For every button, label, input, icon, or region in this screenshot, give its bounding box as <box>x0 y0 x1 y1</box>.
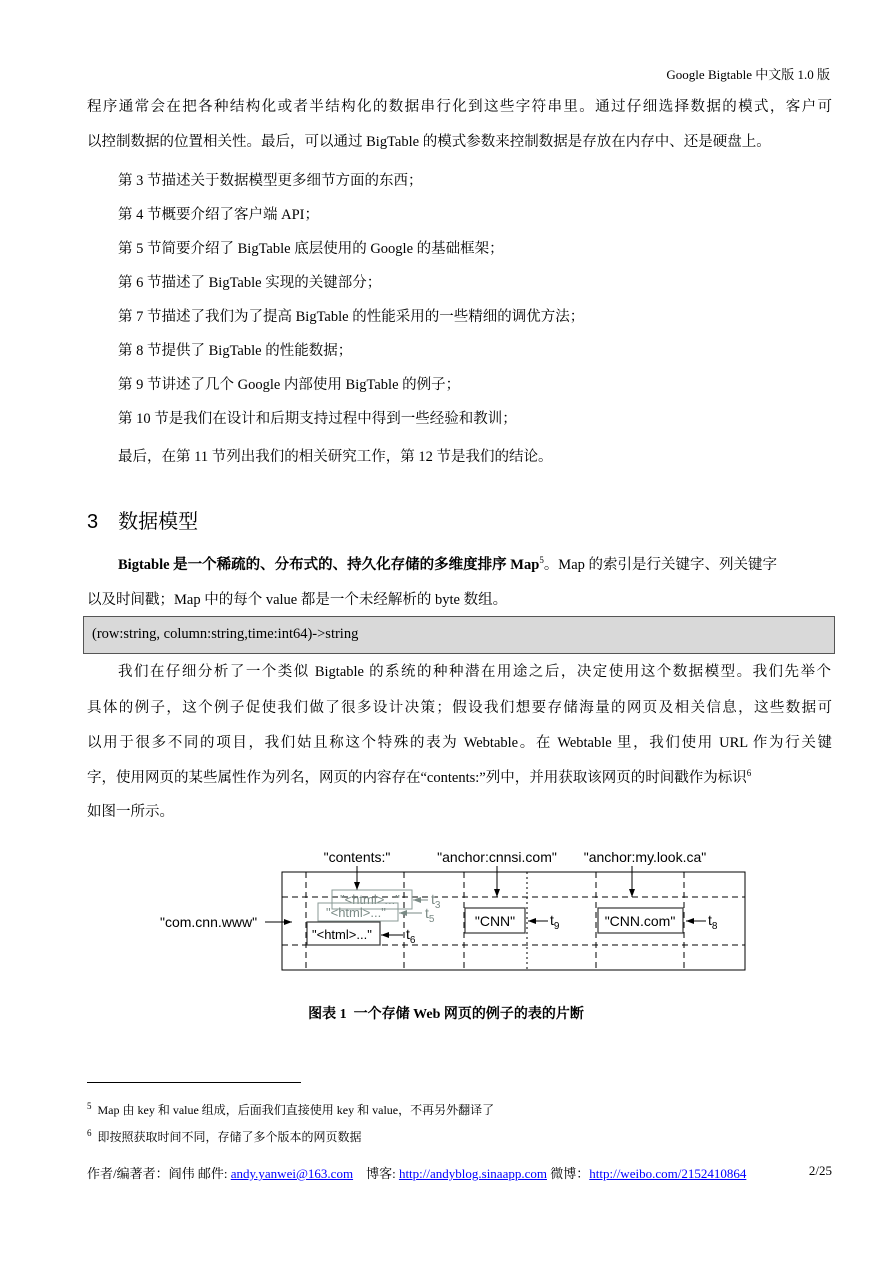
email-link[interactable]: andy.yanwei@163.com <box>230 1166 354 1181</box>
list-item: 第 3 节描述关于数据模型更多细节方面的东西； <box>118 173 423 189</box>
footnote-ref: 5 <box>539 555 544 566</box>
footnote-5: $^5$ Map 由 key 和 value 组成，后面我们直接使用 key 和 value，不再另外翻译了 <box>87 1101 495 1117</box>
paragraph-2-line: 如图一所示。 <box>87 804 174 820</box>
intro-line-2: 以控制数据的位置相关性。最后，可以通过 BigTable 的模式参数来控制数据是存放在内存中、还是硬盘上。 <box>87 134 771 150</box>
list-item: 第 10 节是我们在设计和后期支持过程中得到一些经验和教训； <box>118 411 517 427</box>
section-number: 3 <box>87 511 99 533</box>
column-label-cnnsi: "anchor:cnnsi.com" <box>437 849 557 865</box>
paragraph-2-line: 我们在仔细分析了一个类似 Bigtable 的系统的种种潜在用途之后，决定使用这个数据模型。我们先举个 <box>118 664 831 680</box>
column-label-contents: "contents:" <box>323 849 391 865</box>
footnote-6: $^6$ 即按照获取时间不同，存储了多个版本的网页数据 <box>87 1128 362 1144</box>
list-item: 最后，在第 11 节列出我们的相关研究工作，第 12 节是我们的结论。 <box>118 449 553 465</box>
webtable-figure <box>150 840 750 975</box>
footnote-divider <box>87 1082 301 1083</box>
list-item: 第 4 节概要介绍了客户端 API； <box>118 207 319 223</box>
timestamp-t8: $t_8$ <box>708 912 718 932</box>
text: 字，使用网页的某些属性作为列名，网页的内容存在“contents:”列中，并用获取该网页的时间戳作为标识 <box>87 770 747 786</box>
footnote-ref: 6 <box>746 768 752 779</box>
list-item: 第 9 节讲述了几个 Google 内部使用 BigTable 的例子； <box>118 377 461 393</box>
mylook-value: "CNN.com" <box>604 913 676 929</box>
figure-caption <box>0 1003 892 1023</box>
caption-label: 图表 1 <box>308 1007 347 1022</box>
blog-link[interactable]: http://andyblog.sinaapp.com <box>398 1166 547 1181</box>
list-item: 第 6 节描述了 BigTable 实现的关键部分； <box>118 275 382 291</box>
list-item: 第 7 节描述了我们为了提高 BigTable 的性能采用的一些精细的调优方法； <box>118 309 585 325</box>
intro-line-1: 程序通常会在把各种结构化或者半结构化的数据串行化到这些字符串里。通过仔细选择数据的模式，客户可 <box>87 99 832 115</box>
timestamp-t6: $t_6$ <box>406 926 416 946</box>
bold-definition: Bigtable 是一个稀疏的、分布式的、持久化存储的多维度排序 Map <box>118 557 540 573</box>
paragraph-2-line: 具体的例子，这个例子促使我们做了很多设计决策；假设我们想要存储海量的网页及相关信息，这些数据可 <box>87 700 832 716</box>
section-title: 数据模型 <box>118 511 199 533</box>
timestamp-t3: $t_3$ <box>431 891 441 911</box>
row-key: "com.cnn.www" <box>160 914 258 930</box>
page-number: 2/25 <box>808 1163 832 1178</box>
paragraph-1-line-1 <box>118 553 831 574</box>
paragraph-1-line-2: 以及时间戳；Map 中的每个 value 都是一个未经解析的 byte 数组。 <box>87 592 508 608</box>
weibo-label: 微博： <box>546 1166 590 1181</box>
weibo-link[interactable]: http://weibo.com/2152410864 <box>589 1166 747 1181</box>
code-block: (row:string, column:string,time:int64)->string <box>83 616 835 654</box>
paragraph-2-line <box>87 766 832 787</box>
cnnsi-value: "CNN" <box>474 913 516 929</box>
page-header: Google Bigtable 中文版 1.0 版 <box>666 67 830 82</box>
version-t3: "<html>..." <box>340 892 400 907</box>
column-label-mylook: "anchor:my.look.ca" <box>583 849 707 865</box>
section-heading <box>87 505 198 534</box>
list-item: 第 8 节提供了 BigTable 的性能数据； <box>118 343 353 359</box>
version-t5: "<html>..." <box>326 905 386 920</box>
author-label: 作者/编著者：阎伟 邮件: <box>87 1166 231 1181</box>
list-item: 第 5 节简要介绍了 BigTable 底层使用的 Google 的基础框架； <box>118 241 504 257</box>
version-t6: "<html>..." <box>312 927 372 942</box>
timestamp-t5: $t_5$ <box>425 905 435 925</box>
text: 。Map 的索引是行关键字、列关键字 <box>543 557 778 573</box>
timestamp-t9: $t_9$ <box>550 912 560 932</box>
caption-text: 一个存储 Web 网页的例子的表的片断 <box>353 1007 584 1022</box>
paragraph-2-line: 以用于很多不同的项目，我们姑且称这个特殊的表为 Webtable。在 Webtable 里，我们使用 URL 作为行关键 <box>87 735 832 751</box>
page-footer <box>87 1163 832 1182</box>
blog-label: 博客: <box>366 1166 399 1181</box>
